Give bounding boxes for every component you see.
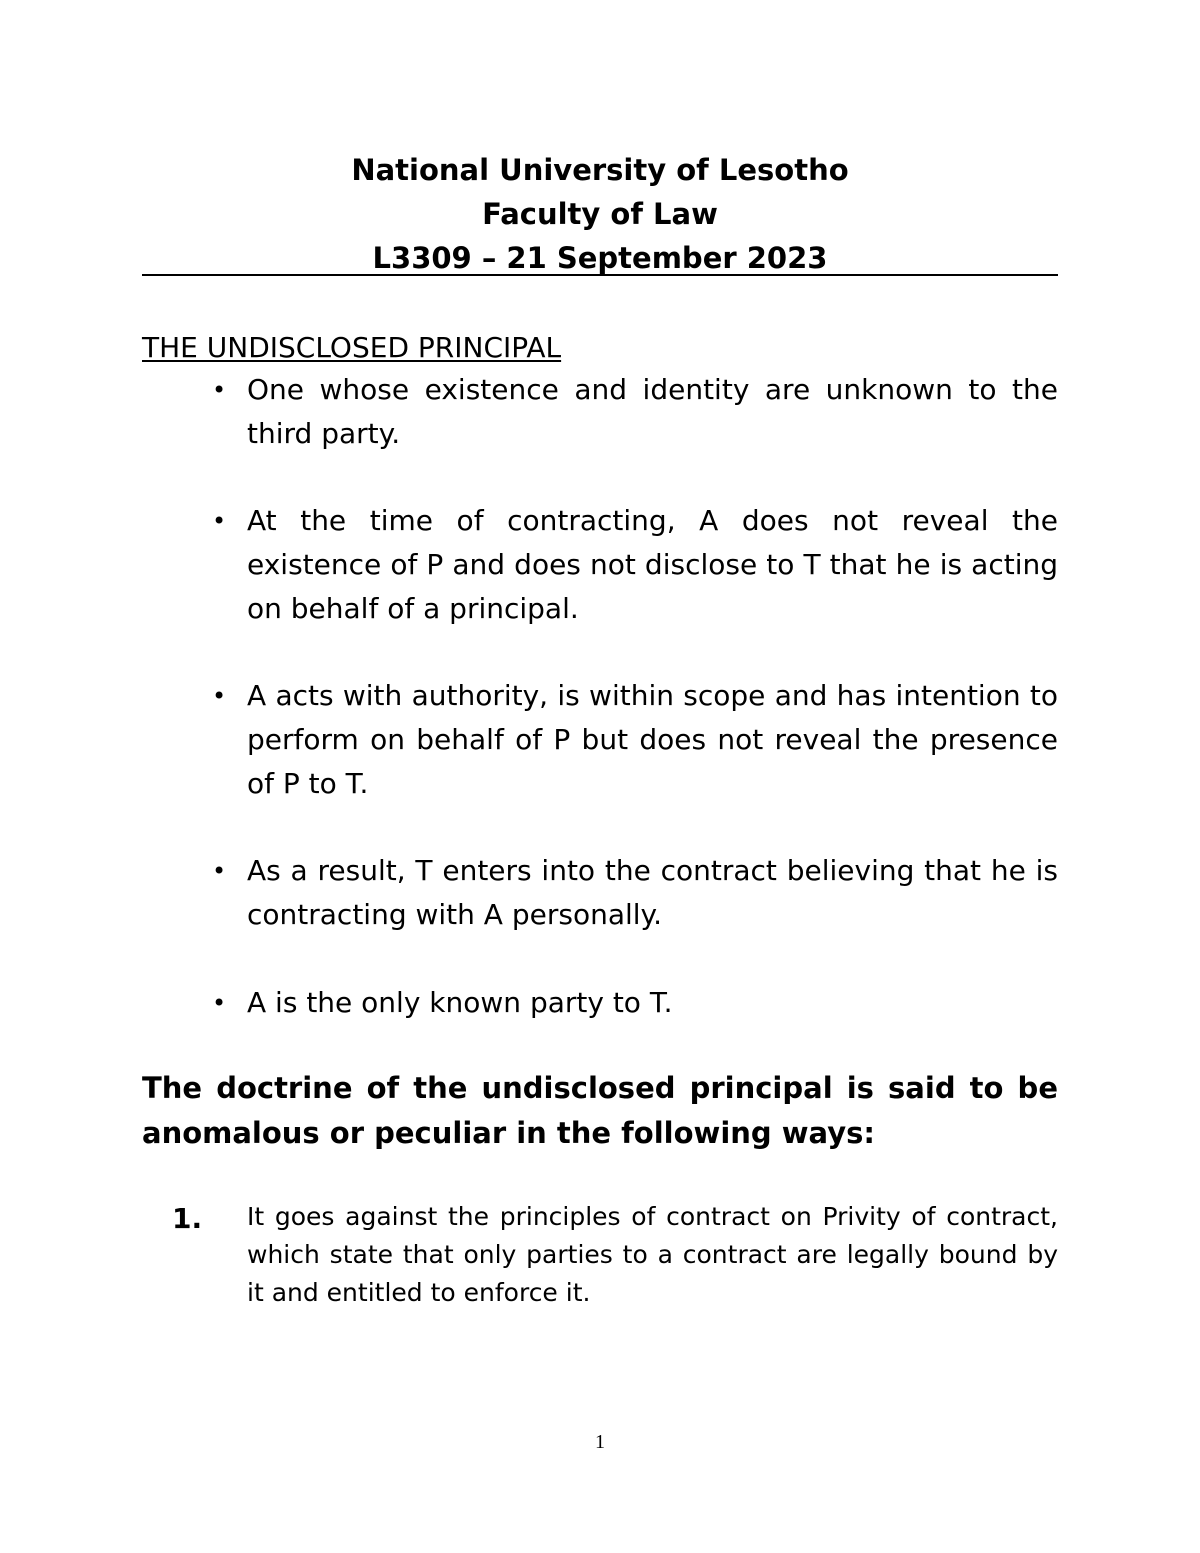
doctrine-heading: The doctrine of the undisclosed principal is said to be anomalous or peculiar in the following ways: xyxy=(142,1071,1058,1150)
section-heading: THE UNDISCLOSED PRINCIPAL xyxy=(142,331,562,364)
header-faculty: Faculty of Law xyxy=(482,197,718,231)
list-item-text: One whose existence and identity are unknown to the third party. xyxy=(247,373,1058,450)
point-number: 1. xyxy=(172,1202,203,1235)
header-course-date: L3309 – 21 September 2023 xyxy=(372,241,828,275)
list-item-text: At the time of contracting, A does not reveal the existence of P and does not disclose to T that he is acting on behalf of a principal. xyxy=(247,504,1058,625)
list-item-text: A is the only known party to T. xyxy=(247,986,673,1019)
bullet-icon: • xyxy=(212,989,227,1017)
header-university: National University of Lesotho xyxy=(351,153,849,187)
bullet-icon: • xyxy=(212,682,227,710)
list-item-text: A acts with authority, is within scope and has intention to perform on behalf of P but does not reveal the presence of P to T. xyxy=(247,679,1058,800)
page-number: 1 xyxy=(595,1431,605,1453)
header-divider xyxy=(142,274,1058,276)
document-header xyxy=(142,148,1058,280)
bullet-icon: • xyxy=(212,507,227,535)
point-text: It goes against the principles of contract on Privity of contract, which state that only parties to a contract are legally bound by it and entitled to enforce it. xyxy=(247,1202,1058,1307)
list-item-text: As a result, T enters into the contract believing that he is contracting with A personally. xyxy=(247,854,1058,931)
bullet-icon: • xyxy=(212,376,227,404)
bullet-icon: • xyxy=(212,857,227,885)
